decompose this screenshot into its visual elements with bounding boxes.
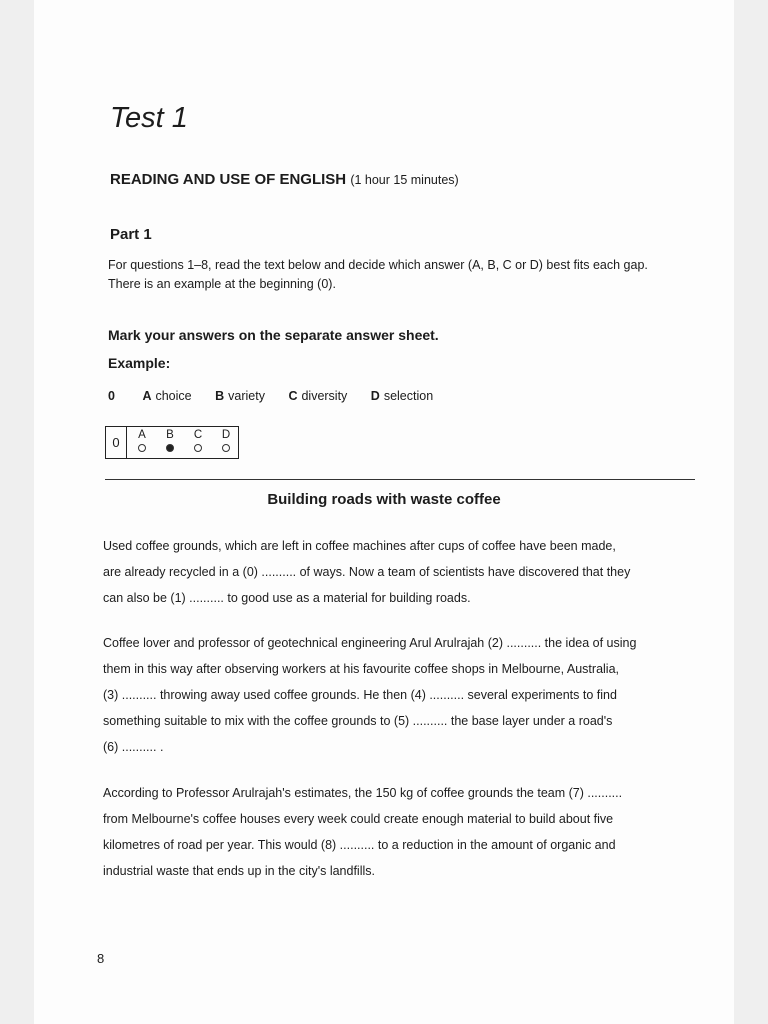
answer-bubble-b: B [161, 429, 179, 452]
section-duration: (1 hour 15 minutes) [350, 173, 459, 187]
bubble-icon [222, 444, 230, 452]
instructions [108, 256, 648, 294]
example-option: C diversity [288, 389, 348, 403]
example-option: A choice [142, 389, 192, 403]
answer-box-number: 0 [106, 427, 127, 458]
page-number: 8 [97, 951, 105, 966]
filled-bubble-icon [166, 444, 174, 452]
passage-line: from Melbourne's coffee houses every week could create enough material to build about five [103, 812, 614, 826]
passage-line: Coffee lover and professor of geotechnical engineering Arul Arulrajah (2) .......... the idea of using [103, 636, 637, 650]
example-options [108, 389, 453, 403]
divider-line [105, 479, 695, 480]
passage-line: (6) .......... . [103, 740, 164, 754]
example-answer-box [105, 426, 239, 459]
part-title: Part 1 [110, 226, 152, 243]
passage-paragraph-3 [103, 780, 698, 884]
answer-bubble-d: D [217, 429, 235, 452]
answer-bubble-c: C [189, 429, 207, 452]
test-title: Test 1 [110, 102, 188, 134]
example-option: B variety [215, 389, 265, 403]
passage-line: them in this way after observing workers at his favourite coffee shops in Melbourne, Australia, [103, 662, 619, 676]
passage-title: Building roads with waste coffee [267, 491, 501, 508]
bubble-icon [138, 444, 146, 452]
answer-bubble-a: A [133, 429, 151, 452]
example-label: Example: [108, 355, 171, 371]
section-name: READING AND USE OF ENGLISH [110, 171, 347, 188]
passage-line: can also be (1) .......... to good use as a material for building roads. [103, 591, 471, 605]
passage-paragraph-2 [103, 630, 698, 760]
passage-line: kilometres of road per year. This would (8) .......... to a reduction in the amount of organic and [103, 838, 616, 852]
passage-line: industrial waste that ends up in the city's landfills. [103, 864, 375, 878]
example-number: 0 [108, 389, 115, 403]
instruction-line: There is an example at the beginning (0). [108, 277, 336, 291]
passage-line: something suitable to mix with the coffee grounds to (5) .......... the base layer under a road's [103, 714, 613, 728]
passage-line: are already recycled in a (0) .......... of ways. Now a team of scientists have discovered that they [103, 565, 631, 579]
mark-answers-note: Mark your answers on the separate answer sheet. [108, 327, 439, 343]
passage-line: Used coffee grounds, which are left in coffee machines after cups of coffee have been made, [103, 539, 616, 553]
passage-line: (3) .......... throwing away used coffee grounds. He then (4) .......... several experiments to find [103, 688, 617, 702]
bubble-icon [194, 444, 202, 452]
passage-paragraph-1 [103, 533, 698, 611]
passage-line: According to Professor Arulrajah's estimates, the 150 kg of coffee grounds the team (7) .......... [103, 786, 623, 800]
instruction-line: For questions 1–8, read the text below and decide which answer (A, B, C or D) best fits each gap. [108, 258, 648, 272]
section-title [110, 171, 459, 188]
example-option: D selection [370, 389, 434, 403]
